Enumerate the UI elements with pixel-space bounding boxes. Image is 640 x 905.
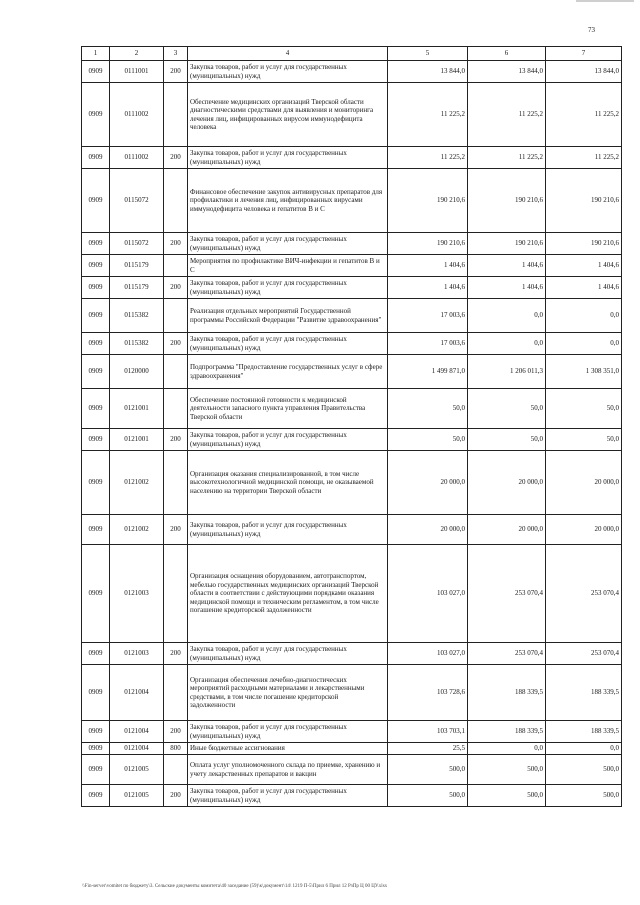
section-code-cell: 0909 (82, 665, 110, 721)
amount-col7-cell: 20 000,0 (546, 451, 622, 515)
target-article-cell: 0115382 (110, 299, 164, 333)
table-row (82, 255, 622, 277)
expense-type-cell: 200 (164, 515, 188, 545)
target-article-cell: 0111002 (110, 147, 164, 169)
expense-type-cell: 200 (164, 61, 188, 83)
target-article-cell: 0115179 (110, 277, 164, 299)
expense-type-cell: 200 (164, 147, 188, 169)
section-code-cell: 0909 (82, 299, 110, 333)
table-row (82, 61, 622, 83)
amount-col7-cell: 500,0 (546, 755, 622, 785)
col-header-7: 7 (546, 47, 622, 61)
table-row (82, 665, 622, 721)
amount-col6-cell: 50,0 (468, 389, 546, 429)
amount-col6-cell: 500,0 (468, 755, 546, 785)
amount-col5-cell: 1 404,6 (388, 277, 468, 299)
section-code-cell: 0909 (82, 147, 110, 169)
item-name-cell: Мероприятия по профилактике ВИЧ-инфекции и гепатитов В и С (188, 255, 388, 277)
col-header-5: 5 (388, 47, 468, 61)
amount-col7-cell: 50,0 (546, 429, 622, 451)
table-body (82, 61, 622, 807)
item-name-cell: Закупка товаров, работ и услуг для государственных (муниципальных) нужд (188, 721, 388, 743)
amount-col7-cell: 1 308 351,0 (546, 355, 622, 389)
expense-type-cell: 200 (164, 785, 188, 807)
section-code-cell: 0909 (82, 721, 110, 743)
col-header-1: 1 (82, 47, 110, 61)
amount-col5-cell: 190 210,6 (388, 233, 468, 255)
target-article-cell: 0121004 (110, 665, 164, 721)
col-header-2: 2 (110, 47, 164, 61)
amount-col5-cell: 50,0 (388, 429, 468, 451)
amount-col5-cell: 11 225,2 (388, 147, 468, 169)
amount-col6-cell: 20 000,0 (468, 451, 546, 515)
target-article-cell: 0115382 (110, 333, 164, 355)
target-article-cell: 0111002 (110, 83, 164, 147)
amount-col7-cell: 1 404,6 (546, 277, 622, 299)
amount-col6-cell: 13 844,0 (468, 61, 546, 83)
target-article-cell: 0121002 (110, 515, 164, 545)
amount-col7-cell: 0,0 (546, 333, 622, 355)
col-header-4: 4 (188, 47, 388, 61)
table-row (82, 147, 622, 169)
section-code-cell: 0909 (82, 785, 110, 807)
table-row (82, 643, 622, 665)
amount-col5-cell: 103 703,1 (388, 721, 468, 743)
amount-col7-cell: 188 339,5 (546, 721, 622, 743)
amount-col7-cell: 188 339,5 (546, 665, 622, 721)
amount-col6-cell: 11 225,2 (468, 147, 546, 169)
target-article-cell: 0121005 (110, 785, 164, 807)
item-name-cell: Обеспечение медицинских организаций Тверской области диагностическими средствами для выявления и мониторинга лечения лиц, инфицированных вирусом иммунодефицита человека (188, 83, 388, 147)
target-article-cell: 0115072 (110, 169, 164, 233)
amount-col7-cell: 190 210,6 (546, 233, 622, 255)
item-name-cell: Закупка товаров, работ и услуг для государственных (муниципальных) нужд (188, 643, 388, 665)
section-code-cell: 0909 (82, 643, 110, 665)
item-name-cell: Закупка товаров, работ и услуг для государственных (муниципальных) нужд (188, 515, 388, 545)
section-code-cell: 0909 (82, 743, 110, 755)
expense-type-cell (164, 545, 188, 643)
item-name-cell: Закупка товаров, работ и услуг для государственных (муниципальных) нужд (188, 61, 388, 83)
item-name-cell: Закупка товаров, работ и услуг для государственных (муниципальных) нужд (188, 333, 388, 355)
item-name-cell: Закупка товаров, работ и услуг для государственных (муниципальных) нужд (188, 147, 388, 169)
item-name-cell: Закупка товаров, работ и услуг для государственных (муниципальных) нужд (188, 233, 388, 255)
table-row (82, 545, 622, 643)
item-name-cell: Организация обеспечения лечебно-диагностических мероприятий расходными материалами и лекарственными средствами, в том числе погашение кредиторской задолженности (188, 665, 388, 721)
amount-col5-cell: 103 027,0 (388, 643, 468, 665)
expense-type-cell (164, 389, 188, 429)
section-code-cell: 0909 (82, 169, 110, 233)
table-row (82, 333, 622, 355)
section-code-cell: 0909 (82, 389, 110, 429)
target-article-cell: 0121003 (110, 545, 164, 643)
table-row (82, 299, 622, 333)
amount-col6-cell: 1 404,6 (468, 255, 546, 277)
table-row (82, 755, 622, 785)
amount-col5-cell: 13 844,0 (388, 61, 468, 83)
amount-col7-cell: 1 404,6 (546, 255, 622, 277)
amount-col5-cell: 1 404,6 (388, 255, 468, 277)
amount-col5-cell: 20 000,0 (388, 515, 468, 545)
amount-col6-cell: 20 000,0 (468, 515, 546, 545)
amount-col7-cell: 11 225,2 (546, 147, 622, 169)
section-code-cell: 0909 (82, 515, 110, 545)
amount-col6-cell: 0,0 (468, 333, 546, 355)
expense-type-cell: 200 (164, 277, 188, 299)
item-name-cell: Финансовое обеспечение закупок антивирусных препаратов для профилактики и лечения лиц, инфицированных вирусами иммунодефицита человека и гепатитов В и С (188, 169, 388, 233)
amount-col6-cell: 188 339,5 (468, 721, 546, 743)
target-article-cell: 0120000 (110, 355, 164, 389)
amount-col5-cell: 25,5 (388, 743, 468, 755)
amount-col6-cell: 190 210,6 (468, 233, 546, 255)
item-name-cell: Реализация отдельных мероприятий Государственной программы Российской Федерации "Развитие здравоохранения" (188, 299, 388, 333)
amount-col7-cell: 11 225,2 (546, 83, 622, 147)
amount-col5-cell: 1 499 871,0 (388, 355, 468, 389)
amount-col6-cell: 253 070,4 (468, 545, 546, 643)
amount-col5-cell: 20 000,0 (388, 451, 468, 515)
amount-col7-cell: 500,0 (546, 785, 622, 807)
item-name-cell: Закупка товаров, работ и услуг для государственных (муниципальных) нужд (188, 785, 388, 807)
col-header-3: 3 (164, 47, 188, 61)
section-code-cell: 0909 (82, 255, 110, 277)
expense-type-cell (164, 255, 188, 277)
section-code-cell: 0909 (82, 355, 110, 389)
table-row (82, 169, 622, 233)
amount-col6-cell: 1 404,6 (468, 277, 546, 299)
amount-col5-cell: 500,0 (388, 785, 468, 807)
scan-edge-mark (576, 0, 634, 2)
section-code-cell: 0909 (82, 233, 110, 255)
section-code-cell: 0909 (82, 277, 110, 299)
target-article-cell: 0121004 (110, 721, 164, 743)
expense-type-cell (164, 665, 188, 721)
section-code-cell: 0909 (82, 83, 110, 147)
amount-col7-cell: 20 000,0 (546, 515, 622, 545)
budget-table (81, 46, 622, 807)
amount-col6-cell: 50,0 (468, 429, 546, 451)
amount-col5-cell: 11 225,2 (388, 83, 468, 147)
target-article-cell: 0121004 (110, 743, 164, 755)
section-code-cell: 0909 (82, 755, 110, 785)
section-code-cell: 0909 (82, 333, 110, 355)
expense-type-cell (164, 299, 188, 333)
item-name-cell: Закупка товаров, работ и услуг для государственных (муниципальных) нужд (188, 277, 388, 299)
item-name-cell: Организация оснащения оборудованием, автотранспортом, мебелью государственных медицинских организаций Тверской области в соответствии с действующими порядками оказания медицинской помощи и техническим регламентом, в том числе погашение кредиторской задолженности (188, 545, 388, 643)
expense-type-cell: 200 (164, 429, 188, 451)
amount-col7-cell: 0,0 (546, 299, 622, 333)
section-code-cell: 0909 (82, 429, 110, 451)
item-name-cell: Организация оказания специализированной, в том числе высокотехнологичной медицинской помощи, не оказываемой населению на территории Тверской области (188, 451, 388, 515)
amount-col6-cell: 500,0 (468, 785, 546, 807)
expense-type-cell: 200 (164, 721, 188, 743)
table-row (82, 389, 622, 429)
amount-col7-cell: 13 844,0 (546, 61, 622, 83)
table-row (82, 515, 622, 545)
amount-col5-cell: 190 210,6 (388, 169, 468, 233)
file-path-footer: \\Fin-server\vomitet по бюджету\3. Сельские документы комитета\40 заседание (59)\к\документ\14\ 1219 П-5\Прил 6 Прил 12 РзПр Ц 00 ЦУ.xlsx (82, 884, 388, 889)
table-row (82, 83, 622, 147)
table-row (82, 429, 622, 451)
amount-col5-cell: 50,0 (388, 389, 468, 429)
amount-col7-cell: 50,0 (546, 389, 622, 429)
target-article-cell: 0111001 (110, 61, 164, 83)
amount-col6-cell: 0,0 (468, 299, 546, 333)
item-name-cell: Оплата услуг уполномоченного склада по приемке, хранению и учету лекарственных препаратов и вакцин (188, 755, 388, 785)
amount-col6-cell: 1 206 011,3 (468, 355, 546, 389)
col-header-6: 6 (468, 47, 546, 61)
target-article-cell: 0121003 (110, 643, 164, 665)
expense-type-cell: 800 (164, 743, 188, 755)
amount-col5-cell: 103 027,0 (388, 545, 468, 643)
amount-col6-cell: 0,0 (468, 743, 546, 755)
table-header-row (82, 47, 622, 61)
amount-col7-cell: 253 070,4 (546, 643, 622, 665)
item-name-cell: Подпрограмма "Предоставление государственных услуг в сфере здравоохранения" (188, 355, 388, 389)
section-code-cell: 0909 (82, 545, 110, 643)
expense-type-cell: 200 (164, 233, 188, 255)
target-article-cell: 0121001 (110, 429, 164, 451)
table-row (82, 355, 622, 389)
target-article-cell: 0121002 (110, 451, 164, 515)
amount-col6-cell: 188 339,5 (468, 665, 546, 721)
expense-type-cell (164, 451, 188, 515)
table-row (82, 277, 622, 299)
amount-col7-cell: 0,0 (546, 743, 622, 755)
item-name-cell: Иные бюджетные ассигнования (188, 743, 388, 755)
amount-col5-cell: 500,0 (388, 755, 468, 785)
expense-type-cell: 200 (164, 333, 188, 355)
amount-col7-cell: 190 210,6 (546, 169, 622, 233)
target-article-cell: 0115179 (110, 255, 164, 277)
amount-col5-cell: 103 728,6 (388, 665, 468, 721)
target-article-cell: 0115072 (110, 233, 164, 255)
target-article-cell: 0121001 (110, 389, 164, 429)
expense-type-cell: 200 (164, 643, 188, 665)
expense-type-cell (164, 355, 188, 389)
item-name-cell: Закупка товаров, работ и услуг для государственных (муниципальных) нужд (188, 429, 388, 451)
target-article-cell: 0121005 (110, 755, 164, 785)
amount-col6-cell: 190 210,6 (468, 169, 546, 233)
section-code-cell: 0909 (82, 451, 110, 515)
section-code-cell: 0909 (82, 61, 110, 83)
table-row (82, 743, 622, 755)
amount-col5-cell: 17 003,6 (388, 333, 468, 355)
page-number: 73 (588, 26, 595, 34)
expense-type-cell (164, 169, 188, 233)
table-row (82, 721, 622, 743)
table-row (82, 451, 622, 515)
item-name-cell: Обеспечение постоянной готовности к медицинской деятельности запасного пункта управления Правительства Тверской области (188, 389, 388, 429)
table-row (82, 233, 622, 255)
amount-col6-cell: 11 225,2 (468, 83, 546, 147)
table-row (82, 785, 622, 807)
expense-type-cell (164, 83, 188, 147)
amount-col6-cell: 253 070,4 (468, 643, 546, 665)
expense-type-cell (164, 755, 188, 785)
amount-col7-cell: 253 070,4 (546, 545, 622, 643)
amount-col5-cell: 17 003,6 (388, 299, 468, 333)
